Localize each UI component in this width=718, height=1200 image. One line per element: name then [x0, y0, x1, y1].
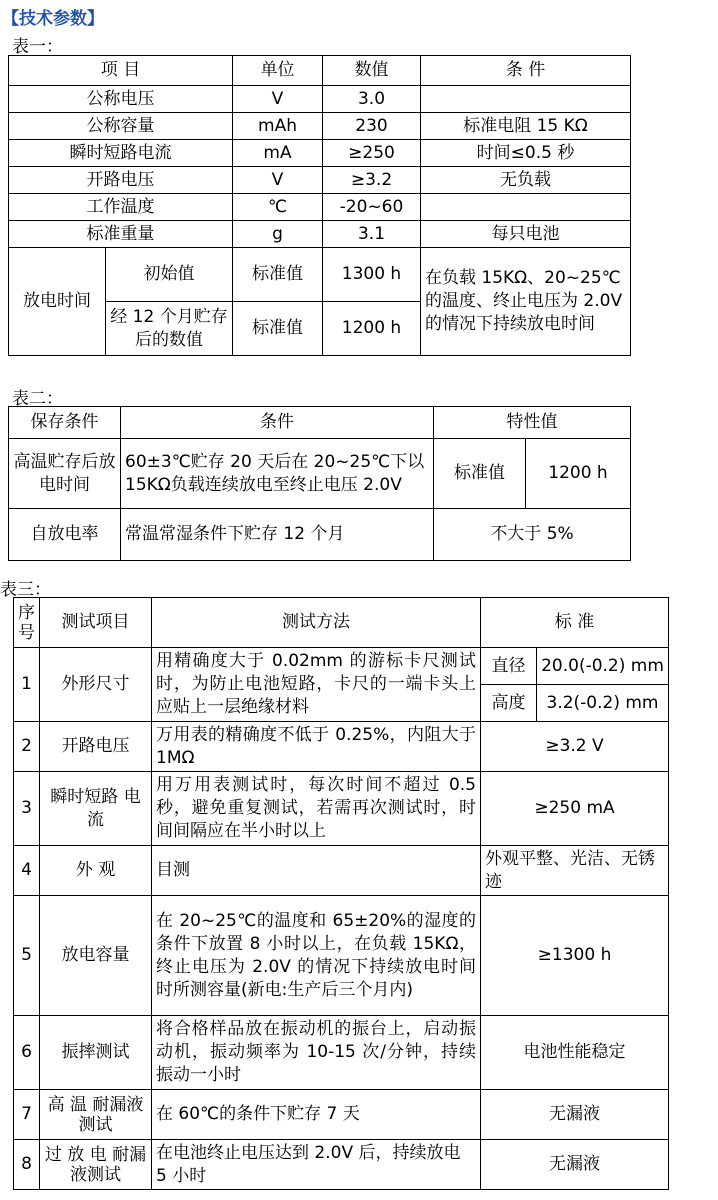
t1-condition	[421, 86, 631, 113]
table-row	[9, 167, 631, 194]
t1-discharge-unit-1: 标准值	[233, 248, 323, 302]
section-heading: 【技术参数】	[2, 9, 104, 29]
t2-r2-storage: 自放电率	[9, 509, 121, 561]
t3-r1-std-value-2: 3.2(-0.2) mm	[537, 685, 669, 722]
t1-head-item: 项 目	[9, 56, 233, 86]
t1-discharge-value-2: 1200 h	[323, 302, 421, 356]
t3-item: 瞬时短路 电 流	[40, 772, 152, 846]
t1-unit: g	[233, 221, 323, 248]
t1-discharge-value-1: 1300 h	[323, 248, 421, 302]
t2-r1-storage: 高温贮存后放电时间	[9, 439, 121, 509]
table-row	[14, 1140, 669, 1190]
t1-unit: V	[233, 167, 323, 194]
t3-no: 5	[14, 896, 40, 1016]
t3-no: 3	[14, 772, 40, 846]
table3-caption: 表三：	[0, 580, 51, 600]
t3-no: 8	[14, 1140, 40, 1190]
table-row	[9, 509, 631, 561]
t3-method: 将合格样品放在振动机的振台上，启动振动机，振动频率为 10-15 次/分钟，持续振动一小时	[152, 1016, 481, 1090]
t1-item: 瞬时短路电流	[9, 140, 233, 167]
t1-item: 工作温度	[9, 194, 233, 221]
t3-method: 目测	[152, 846, 481, 896]
t1-discharge-stored: 经 12 个月贮存后的数值	[106, 302, 233, 356]
t1-unit: mA	[233, 140, 323, 167]
t3-standard: ≥3.2 V	[481, 722, 669, 772]
t3-head-item: 测试项目	[40, 598, 152, 648]
table-row	[14, 896, 669, 1016]
t1-head-value: 数值	[323, 56, 421, 86]
t3-head-standard: 标 准	[481, 598, 669, 648]
t3-head-no: 序号	[14, 598, 40, 648]
t3-no: 6	[14, 1016, 40, 1090]
t1-item: 开路电压	[9, 167, 233, 194]
t3-item: 过 放 电 耐漏液测试	[40, 1140, 152, 1190]
t3-standard: 外观平整、光洁、无锈迹	[481, 846, 669, 896]
table3	[13, 597, 669, 1190]
t1-value: -20~60	[323, 194, 421, 221]
t1-discharge-condition: 在负载 15KΩ、20~25℃的温度、终止电压为 2.0V 的情况下持续放电时间	[421, 248, 631, 356]
table-row	[9, 86, 631, 113]
t2-r2-condition: 常温常湿条件下贮存 12 个月	[121, 509, 434, 561]
table-row	[9, 221, 631, 248]
t3-r1-std-value-1: 20.0(-0.2) mm	[537, 648, 669, 685]
t2-r1-condition: 60±3℃贮存 20 天后在 20~25℃下以 15KΩ负载连续放电至终止电压 2.0V	[121, 439, 434, 509]
table-row	[9, 248, 631, 302]
t3-no: 7	[14, 1090, 40, 1140]
t3-standard: 无漏液	[481, 1140, 669, 1190]
table-row	[9, 194, 631, 221]
t3-item: 振摔测试	[40, 1016, 152, 1090]
t1-discharge-initial: 初始值	[106, 248, 233, 302]
t3-r1-method: 用精确度大于 0.02mm 的游标卡尺测试时，为防止电池短路，卡尺的一端卡头上应贴上一层绝缘材料	[152, 648, 481, 722]
table2-header	[9, 407, 631, 439]
table1-header	[9, 56, 631, 86]
t2-head-storage: 保存条件	[9, 407, 121, 439]
t1-item: 标准重量	[9, 221, 233, 248]
t1-item: 公称容量	[9, 113, 233, 140]
t3-method: 在 60℃的条件下贮存 7 天	[152, 1090, 481, 1140]
t1-condition: 标准电阻 15 KΩ	[421, 113, 631, 140]
t1-unit: mAh	[233, 113, 323, 140]
t2-r1-label: 标准值	[434, 439, 526, 509]
t1-value: 3.1	[323, 221, 421, 248]
table-row	[14, 1016, 669, 1090]
t1-item: 公称电压	[9, 86, 233, 113]
table1	[8, 55, 631, 356]
t2-head-characteristic: 特性值	[434, 407, 631, 439]
t1-condition: 无负载	[421, 167, 631, 194]
t1-condition: 每只电池	[421, 221, 631, 248]
t3-standard: ≥250 mA	[481, 772, 669, 846]
t3-head-method: 测试方法	[152, 598, 481, 648]
t3-r1-item: 外形尺寸	[40, 648, 152, 722]
table-row	[9, 439, 631, 509]
t3-method: 在电池终止电压达到 2.0V 后，持续放电 5 小时	[152, 1140, 481, 1190]
table-row	[14, 846, 669, 896]
table2	[8, 406, 631, 561]
t3-method: 万用表的精确度不低于 0.25%，内阻大于 1MΩ	[152, 722, 481, 772]
t1-condition	[421, 194, 631, 221]
t3-item: 高 温 耐漏液测试	[40, 1090, 152, 1140]
table-row	[14, 648, 669, 685]
t3-method: 用万用表测试时，每次时间不超过 0.5 秒，避免重复测试，若需再次测试时，时间间隔应在半小时以上	[152, 772, 481, 846]
table3-header	[14, 598, 669, 648]
t3-r1-no: 1	[14, 648, 40, 722]
t1-unit: V	[233, 86, 323, 113]
t3-item: 开路电压	[40, 722, 152, 772]
t1-unit: ℃	[233, 194, 323, 221]
t1-head-condition: 条 件	[421, 56, 631, 86]
table2-caption: 表二：	[12, 389, 63, 409]
t3-r1-std-key-1: 直径	[481, 648, 537, 685]
t3-item: 外 观	[40, 846, 152, 896]
t1-head-unit: 单位	[233, 56, 323, 86]
table-row	[14, 772, 669, 846]
t2-head-condition: 条件	[121, 407, 434, 439]
t3-r1-std-key-2: 高度	[481, 685, 537, 722]
table-row	[9, 140, 631, 167]
t3-item: 放电容量	[40, 896, 152, 1016]
t3-no: 4	[14, 846, 40, 896]
table1-caption: 表一：	[12, 37, 63, 57]
table-row	[9, 113, 631, 140]
table-row	[14, 722, 669, 772]
t3-no: 2	[14, 722, 40, 772]
t3-method: 在 20~25℃的温度和 65±20%的湿度的条件下放置 8 小时以上，在负载 15KΩ，终止电压为 2.0V 的情况下持续放电时间时所测容量(新电:生产后三个月内)	[152, 896, 481, 1016]
table-row	[14, 1090, 669, 1140]
t2-r1-value: 1200 h	[526, 439, 631, 509]
t3-standard: 无漏液	[481, 1090, 669, 1140]
t1-value: 230	[323, 113, 421, 140]
t1-value: 3.0	[323, 86, 421, 113]
t1-discharge-label: 放电时间	[9, 248, 106, 356]
t1-value: ≥3.2	[323, 167, 421, 194]
t3-standard: 电池性能稳定	[481, 1016, 669, 1090]
t1-discharge-unit-2: 标准值	[233, 302, 323, 356]
t3-standard: ≥1300 h	[481, 896, 669, 1016]
t1-value: ≥250	[323, 140, 421, 167]
t2-r2-value: 不大于 5%	[434, 509, 631, 561]
t1-condition: 时间≤0.5 秒	[421, 140, 631, 167]
